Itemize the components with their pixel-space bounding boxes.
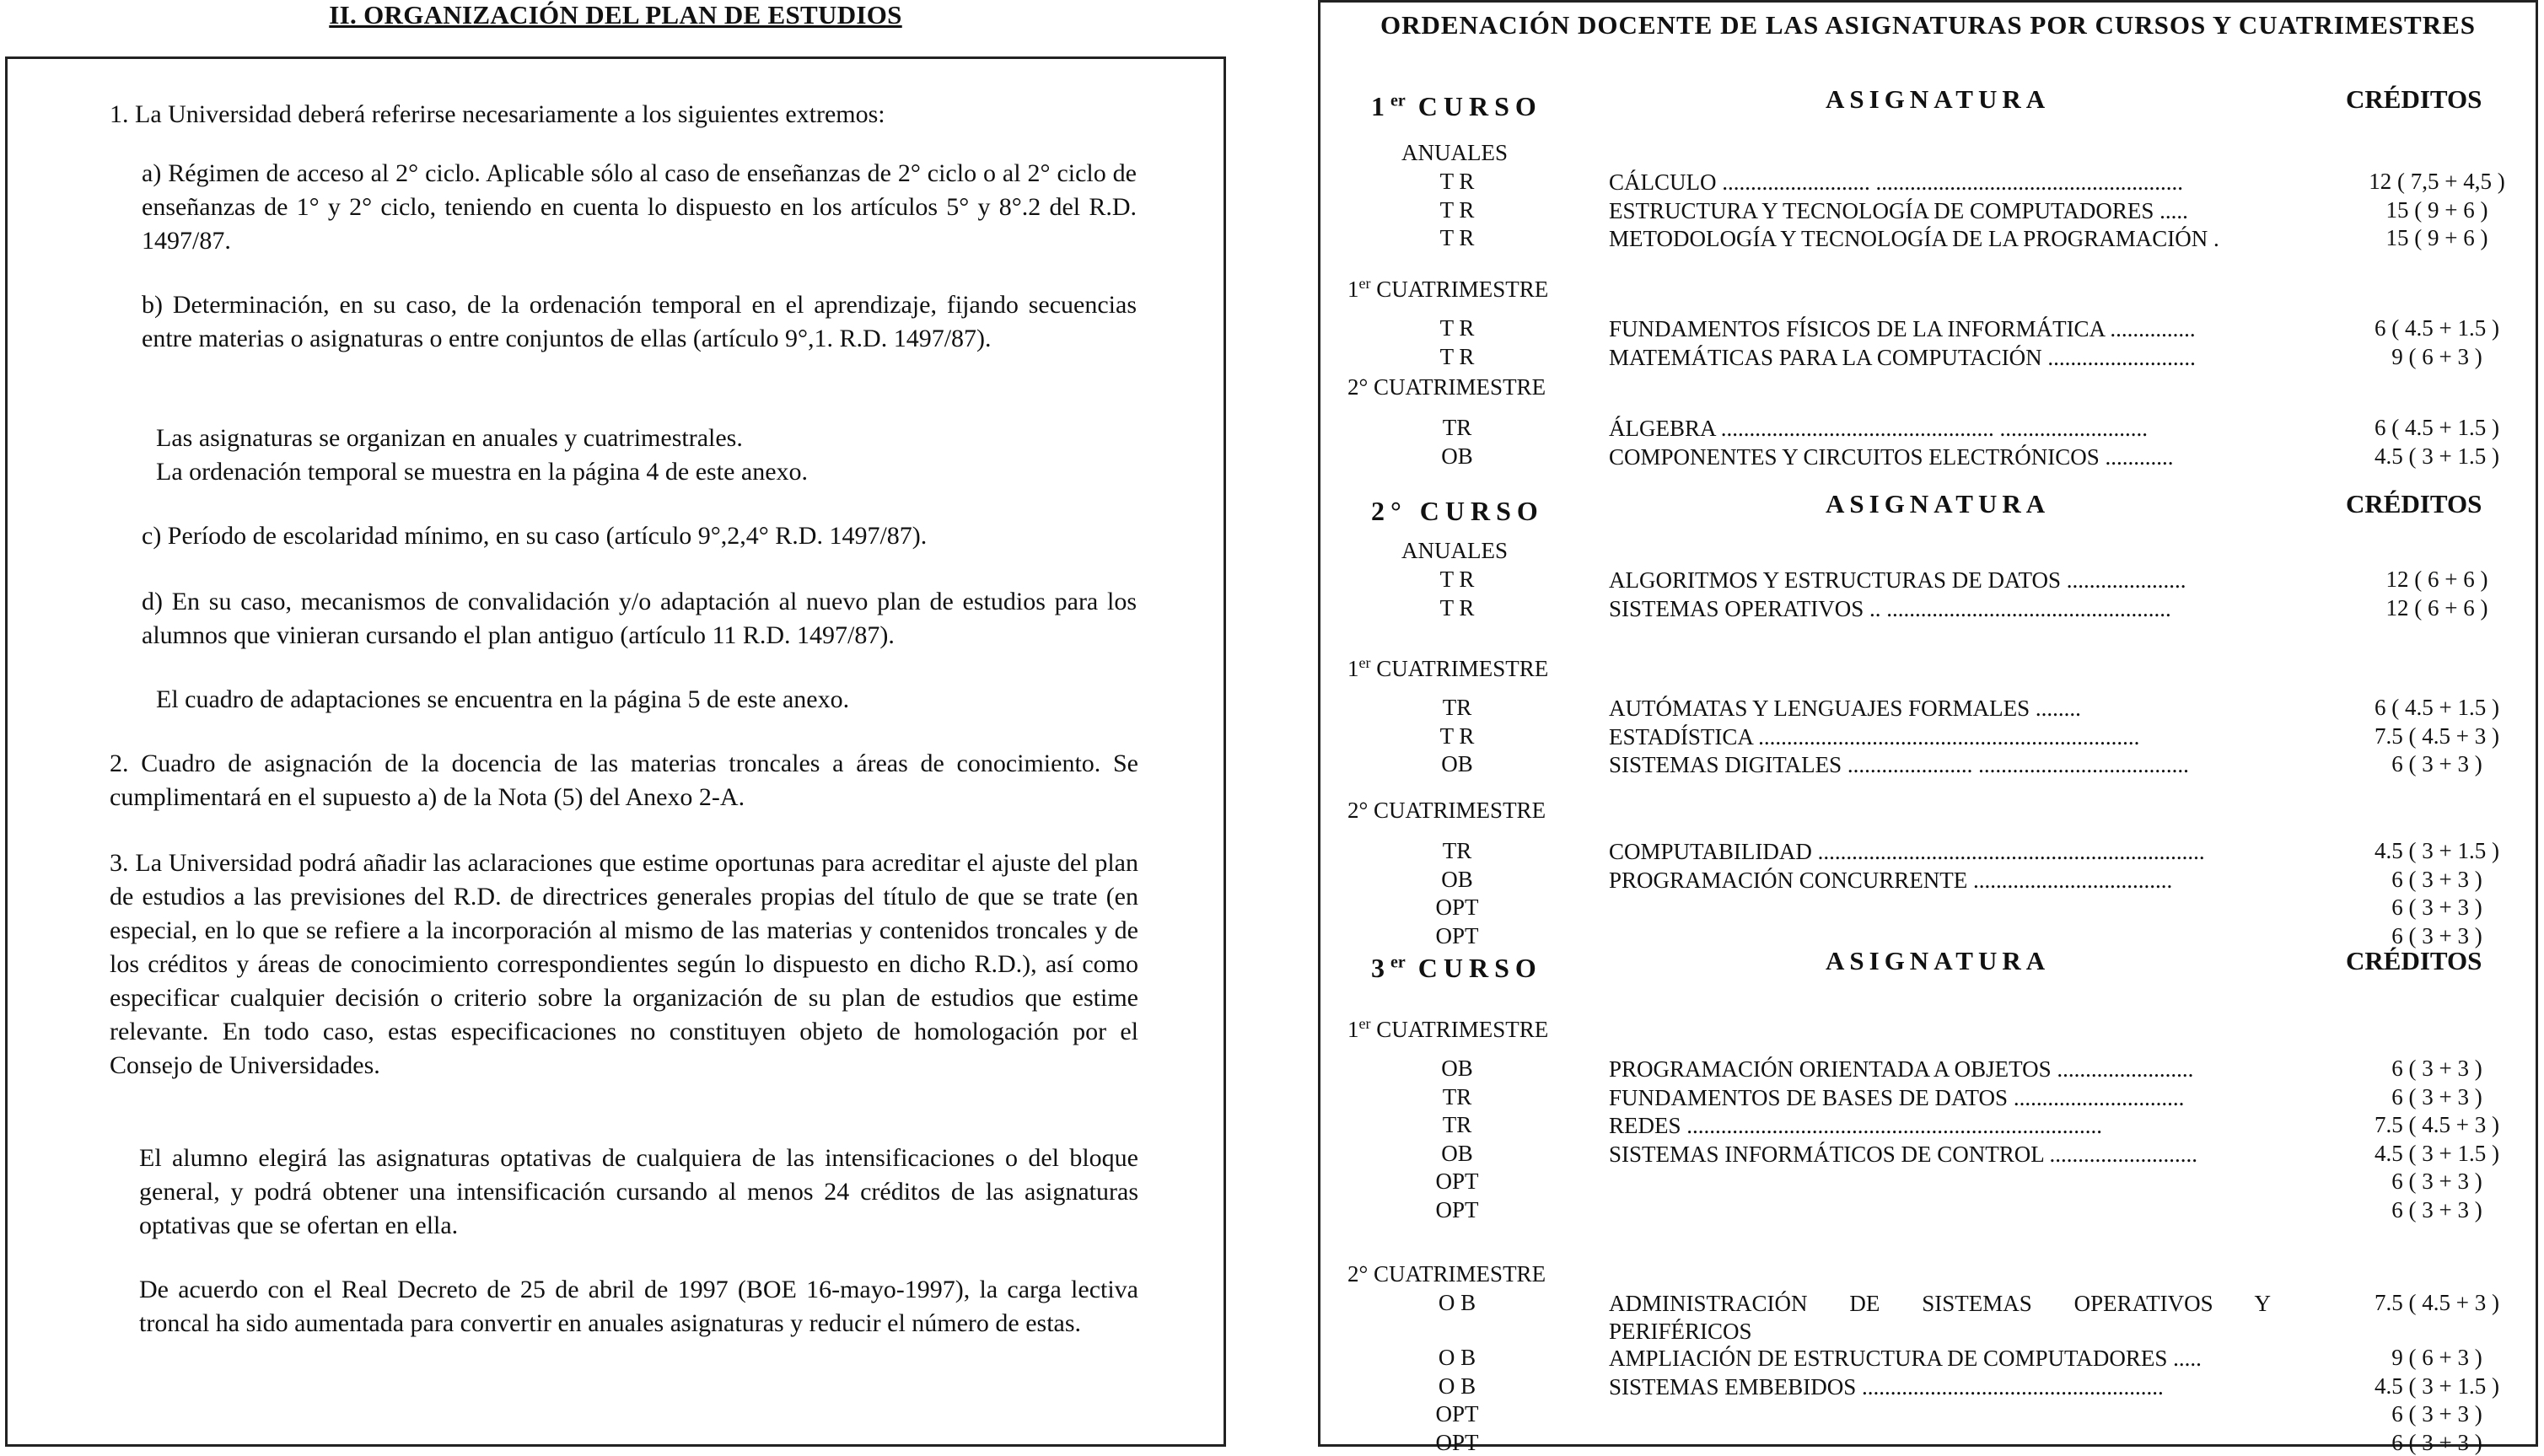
item-b-note-2: La ordenación temporal se muestra en la página 4 de este anexo. xyxy=(156,458,809,486)
subject-column-header: ASIGNATURA xyxy=(1826,946,2051,975)
subject-name: SISTEMAS OPERATIVOS .. .................................................. xyxy=(1609,595,2171,621)
subject-type: O B xyxy=(1438,1345,1476,1370)
subject-name: AMPLIACIÓN DE ESTRUCTURA DE COMPUTADORES ..... xyxy=(1609,1346,2202,1371)
subject-type: OPT xyxy=(1435,1169,1479,1194)
subject-credits: 6 ( 3 + 3 ) xyxy=(2391,922,2482,948)
royal-decree-note: De acuerdo con el Real Decreto de 25 de abril de 1997 (BOE 16-mayo-1997), la carga lectiva troncal ha sido aumentada para convertir en anuales asignaturas y reducir el número de estas. xyxy=(139,1276,1138,1337)
subject-credits: 7.5 ( 4.5 + 3 ) xyxy=(2375,723,2499,749)
subject-type: OPT xyxy=(1435,1401,1479,1426)
subject-type: O B xyxy=(1438,1290,1476,1315)
subject-name: PROGRAMACIÓN ORIENTADA A OBJETOS ........................ xyxy=(1609,1056,2194,1082)
item-d-note: El cuadro de adaptaciones se encuentra en la página 5 de este anexo. xyxy=(156,685,850,713)
subject-name: MATEMÁTICAS PARA LA COMPUTACIÓN .......................... xyxy=(1609,344,2196,370)
subject-type: TR xyxy=(1442,1083,1472,1109)
subject-credits: 6 ( 4.5 + 1.5 ) xyxy=(2375,695,2499,720)
subject-credits: 6 ( 3 + 3 ) xyxy=(2391,1083,2482,1109)
item-1: 1. La Universidad deberá referirse necesariamente a los siguientes extremos: xyxy=(110,100,885,128)
left-page-title: II. ORGANIZACIÓN DEL PLAN DE ESTUDIOS xyxy=(329,0,902,30)
subject-credits: 6 ( 3 + 3 ) xyxy=(2391,1401,2482,1426)
subject-type: T R xyxy=(1439,343,1475,369)
subject-type: OPT xyxy=(1435,895,1479,920)
subject-credits: 9 ( 6 + 3 ) xyxy=(2391,1345,2482,1370)
subject-credits: 6 ( 3 + 3 ) xyxy=(2391,1196,2482,1222)
period-label: 2° CUATRIMESTRE xyxy=(1347,374,1546,400)
subject-credits: 4.5 ( 3 + 1.5 ) xyxy=(2375,1140,2499,1166)
subject-type: OB xyxy=(1441,1056,1473,1081)
optional-note: El alumno elegirá las asignaturas optativas de cualquiera de las intensificaciones o del bloque general, y podrá obtener una intensificación cursando al menos 24 créditos de las asignaturas optativas que se ofertan en ella. xyxy=(139,1144,1138,1239)
subject-name: ALGORITMOS Y ESTRUCTURAS DE DATOS ..................... xyxy=(1609,567,2186,593)
subject-credits: 6 ( 4.5 + 1.5 ) xyxy=(2375,315,2499,341)
subject-name: ESTADÍSTICA ................................................................... xyxy=(1609,723,2140,749)
subject-type: T R xyxy=(1439,594,1475,621)
item-2: 2. Cuadro de asignación de la docencia de las materias troncales a áreas de conocimiento. Se cumplimentará en el supuesto a) de la Nota (5) del Anexo 2-A. xyxy=(110,749,1138,811)
course-heading: 1er CURSO xyxy=(1371,91,1542,121)
period-label: 2° CUATRIMESTRE xyxy=(1347,1261,1546,1287)
item-a: a) Régimen de acceso al 2° ciclo. Aplicable sólo al caso de enseñanzas de 2° ciclo o al 2° ciclo de enseñanzas de 1° y 2° ciclo, teniendo en cuenta lo dispuesto en los artículos 5° y 8°.2 del R.D. 1497/87. xyxy=(142,159,1137,255)
subject-type: T R xyxy=(1439,567,1475,592)
subject-type: T R xyxy=(1439,169,1475,194)
subject-name: COMPONENTES Y CIRCUITOS ELECTRÓNICOS ............ xyxy=(1609,443,2174,470)
subject-name: ADMINISTRACIÓN DE SISTEMAS OPERATIVOS Y PERIFÉRICOS xyxy=(1609,1291,2271,1344)
subject-type: OB xyxy=(1441,751,1473,776)
subject-type: OB xyxy=(1441,1140,1473,1166)
subject-credits: 15 ( 9 + 6 ) xyxy=(2385,196,2488,223)
subject-credits: 6 ( 4.5 + 1.5 ) xyxy=(2375,415,2499,440)
subject-type: OB xyxy=(1441,866,1473,892)
subject-name: SISTEMAS INFORMÁTICOS DE CONTROL .......................... xyxy=(1609,1141,2198,1167)
item-c: c) Período de escolaridad mínimo, en su caso (artículo 9°,2,4° R.D. 1497/87). xyxy=(142,522,928,550)
subject-column-header: ASIGNATURA xyxy=(1826,84,2051,114)
subject-type: TR xyxy=(1442,695,1472,720)
subject-type: OPT xyxy=(1435,1429,1479,1455)
subject-credits: 7.5 ( 4.5 + 3 ) xyxy=(2375,1112,2499,1137)
subject-type: T R xyxy=(1439,225,1475,250)
item-b-note-1: Las asignaturas se organizan en anuales y cuatrimestrales. xyxy=(156,424,743,452)
subject-name: CÁLCULO .......................... ...................................................... xyxy=(1609,169,2183,195)
subject-credits: 4.5 ( 3 + 1.5 ) xyxy=(2375,443,2499,469)
subject-name: FUNDAMENTOS FÍSICOS DE LA INFORMÁTICA ............... xyxy=(1609,316,2196,341)
period-label: ANUALES xyxy=(1401,538,1508,563)
subject-name: METODOLOGÍA Y TECNOLOGÍA DE LA PROGRAMACIÓN . xyxy=(1609,226,2219,251)
subject-type: T R xyxy=(1439,315,1475,341)
subject-credits: 6 ( 3 + 3 ) xyxy=(2391,751,2482,776)
credits-column-header: CRÉDITOS xyxy=(2346,946,2482,975)
subject-name: SISTEMAS EMBEBIDOS ..................................................... xyxy=(1609,1373,2164,1400)
subject-name: ESTRUCTURA Y TECNOLOGÍA DE COMPUTADORES ..... xyxy=(1609,197,2188,223)
subject-type: OPT xyxy=(1435,922,1479,948)
subject-column-header: ASIGNATURA xyxy=(1826,489,2051,518)
period-label: 2° CUATRIMESTRE xyxy=(1347,798,1546,823)
subject-name: FUNDAMENTOS DE BASES DE DATOS .............................. xyxy=(1609,1084,2185,1110)
subject-name: REDES ......................................................................... xyxy=(1609,1113,2103,1138)
period-label: 1er CUATRIMESTRE xyxy=(1347,275,1549,302)
subject-credits: 15 ( 9 + 6 ) xyxy=(2385,225,2488,250)
period-label: ANUALES xyxy=(1401,140,1508,165)
subject-credits: 12 ( 6 + 6 ) xyxy=(2385,594,2488,621)
subject-type: TR xyxy=(1442,838,1472,863)
item-d: d) En su caso, mecanismos de convalidación y/o adaptación al nuevo plan de estudios para los alumnos que vinieran cursando el plan antiguo (artículo 11 R.D. 1497/87). xyxy=(142,588,1137,649)
item-b: b) Determinación, en su caso, de la ordenación temporal en el aprendizaje, fijando secuencias entre materias o asignaturas o entre conjuntos de ellas (artículo 9°,1. R.D. 1497/87). xyxy=(142,291,1137,352)
subject-credits: 4.5 ( 3 + 1.5 ) xyxy=(2375,838,2499,863)
subject-credits: 7.5 ( 4.5 + 3 ) xyxy=(2375,1290,2499,1315)
subject-credits: 12 ( 7,5 + 4,5 ) xyxy=(2369,169,2505,194)
subject-type: T R xyxy=(1439,196,1475,223)
subject-name: AUTÓMATAS Y LENGUAJES FORMALES ........ xyxy=(1609,696,2081,721)
subject-credits: 4.5 ( 3 + 1.5 ) xyxy=(2375,1373,2499,1399)
subject-credits: 6 ( 3 + 3 ) xyxy=(2391,895,2482,920)
subject-type: TR xyxy=(1442,415,1472,440)
subject-type: T R xyxy=(1439,723,1475,749)
subject-credits: 6 ( 3 + 3 ) xyxy=(2391,1169,2482,1194)
course-heading: 2° CURSO xyxy=(1371,496,1544,526)
period-label: 1er CUATRIMESTRE xyxy=(1347,1015,1549,1042)
item-3: 3. La Universidad podrá añadir las aclaraciones que estime oportunas para acreditar el ajuste del plan de estudios a las previsiones del R.D. de directrices generales propias del título de que se trate (en especial, en lo que se refiere a la incorporación al mismo de las materias y contenidos troncales y de los créditos y áreas de conocimiento correspondientes según lo dispuesto en dicho R.D.), así como especificar cualquier decisión o criterio sobre la organización de su plan de estudios que estime relevante. En todo caso, estas especificaciones no constituyen objeto de homologación por el Consejo de Universidades. xyxy=(110,849,1138,1079)
subject-credits: 9 ( 6 + 3 ) xyxy=(2391,343,2482,369)
subject-credits: 6 ( 3 + 3 ) xyxy=(2391,1429,2482,1455)
credits-column-header: CRÉDITOS xyxy=(2346,489,2482,518)
course-heading: 3er CURSO xyxy=(1371,953,1542,983)
subject-name: SISTEMAS DIGITALES ...................... ..................................... xyxy=(1609,752,2189,777)
subject-type: TR xyxy=(1442,1112,1472,1137)
subject-type: OB xyxy=(1441,443,1473,469)
subject-credits: 12 ( 6 + 6 ) xyxy=(2385,567,2488,592)
subject-type: O B xyxy=(1438,1373,1476,1399)
credits-column-header: CRÉDITOS xyxy=(2346,84,2482,114)
subject-name: ÁLGEBRA ................................................ .......................... xyxy=(1609,416,2149,441)
right-panel-title: ORDENACIÓN DOCENTE DE LAS ASIGNATURAS POR CURSOS Y CUATRIMESTRES xyxy=(1380,10,2477,40)
subject-name: PROGRAMACIÓN CONCURRENTE ................................... xyxy=(1609,867,2173,893)
subject-type: OPT xyxy=(1435,1196,1479,1222)
subject-credits: 6 ( 3 + 3 ) xyxy=(2391,866,2482,892)
subject-credits: 6 ( 3 + 3 ) xyxy=(2391,1056,2482,1081)
period-label: 1er CUATRIMESTRE xyxy=(1347,654,1549,681)
subject-name: COMPUTABILIDAD .................................................................... xyxy=(1609,839,2205,864)
